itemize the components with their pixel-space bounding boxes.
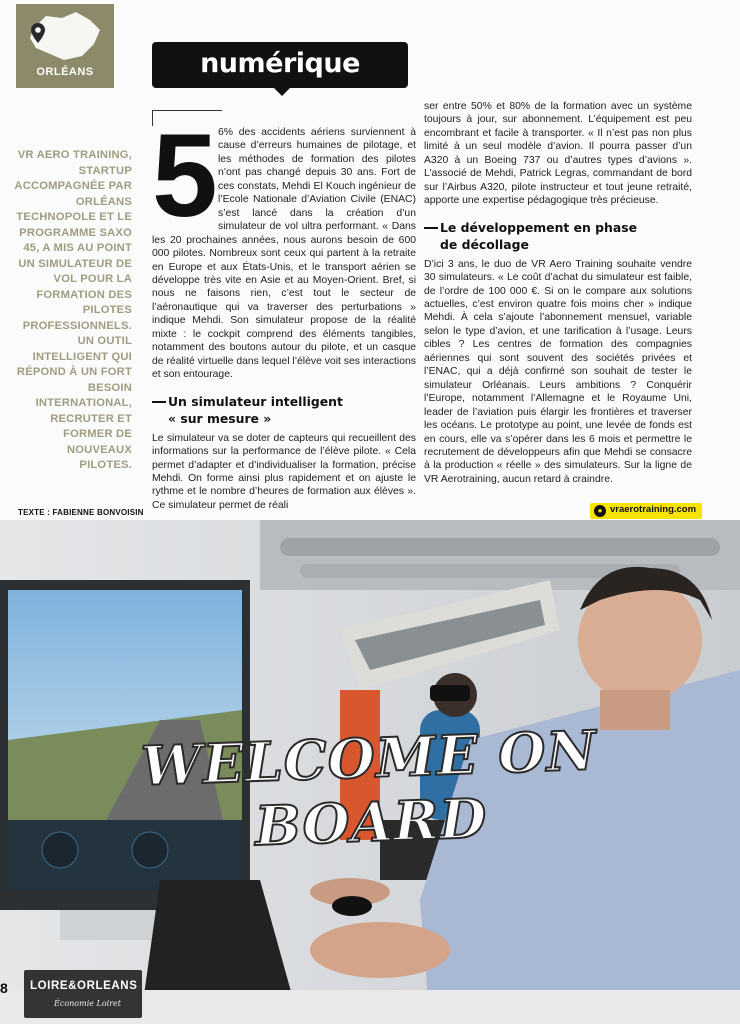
subheading-bar: [424, 227, 438, 229]
author-credit: TEXTE : FABIENNE BONVOISIN: [18, 508, 144, 517]
region-label: ORLÉANS: [36, 66, 94, 78]
article-column-left: [152, 110, 416, 511]
map-pin-icon: [30, 22, 46, 44]
subheading-line-1: Le développement en phase: [440, 219, 638, 235]
website-link[interactable]: [590, 503, 702, 519]
article-paragraph-2-continued: ser entre 50% et 80% de la formation avec un système toujours à jour, sur abonnement. L’équipement est peu encombrant et facile à transporter. « Il n’est pas non plus limité à un seul modèle d’avion. Il pourra passer d’un A320 à un Boeing 737 ou d’autres types d’avions ». L’associé de Mehdi, Patrick Legras, commandant de bord sur l’Airbus A320, pilote instructeur et tout jeune retraité, apporte une expertise pédagogique très précieuse.: [424, 101, 692, 207]
subheading-development: [424, 219, 692, 253]
column-rule: [152, 110, 153, 126]
subheading-simulator: [152, 393, 416, 427]
subheading-line-2: « sur mesure »: [168, 410, 272, 426]
section-banner: [152, 42, 408, 88]
globe-icon: ●: [594, 505, 606, 517]
photo-caption: WELCOME ON BOARD: [139, 718, 598, 859]
website-text: vraerotraining.com: [610, 504, 697, 515]
column-rule-top: [152, 110, 222, 111]
article-paragraph-2: Le simulateur va se doter de capteurs qui recueillent des informations sur la performance de l’élève pilote. « Cela permet d’adapter et d’individualiser la formation, précise Mehdi. On forme ainsi plus rapidement et on ajuste le rythme et le nombre d’heures de formation aux élèves ». Ce simulateur permet de réali: [152, 432, 416, 511]
section-title: numérique: [200, 48, 360, 79]
region-badge: [16, 4, 114, 88]
logo-title: LOIRE&ORLEANS: [30, 980, 138, 992]
subheading-bar: [152, 401, 166, 403]
article-paragraph-3: D’ici 3 ans, le duo de VR Aero Training souhaite vendre 30 simulateurs. « Le coût d’achat du simulateur est faible, de l’ordre de 100 000 €. Si on le compare aux solutions actuelles, c’est environ quatre fois moins cher » indique Mehdi. À cela s’ajoute l’abonnement mensuel, variable selon le type d’avion, et une tarification à l’usage. Leurs cibles ? Les centres de formation des compagnies aériennes qui sont souvent des sociétés privées et l’ENAC, qui a déjà confirmé son souhait de tester le simulateur Orléanais. Leurs ambitions ? Conquérir l’Europe, notamment l’Allemagne et le Royaume Uni, leader de l’aviation puis élargir les frontières et traverser les océans. Le prototype au point, une levée de fonds est en cours, elle va s’opérer dans les 6 mois et permettre le recrutement de développeurs afin que Mehdi se consacre à la production « réelle » des simulateurs. Sur la ligne de VR Aerotraining, aucun retard à craindre.: [424, 258, 692, 485]
publication-logo: [24, 970, 142, 1018]
intro-text: VR AERO TRAINING, STARTUP ACCOMPAGNÉE PAR ORLÉANS TECHNOPOLE ET LE PROGRAMME SAXO 45, A MIS AU POINT UN SIMULATEUR DE VOL POUR LA FORMATION DES PILOTES PROFESSIONNELS. UN OUTIL INTELLIGENT QUI RÉPOND À UN FORT BESOIN INTERNATIONAL, RECRUTER ET FORMER DE NOUVEAUX PILOTES.: [14, 149, 132, 471]
page-number: 8: [0, 980, 8, 996]
article-paragraph-1: 6% des accidents aériens surviennent à cause d’erreurs humaines de pilotage, et les méthodes de formation des pilotes n’ont pas changé depuis 30 ans. Fort de ces constats, Mehdi El Kouch ingénieur de l’Ecole Nationale d’Aviation Civile (ENAC) s’est lancé dans la création d’un simulateur de vol ultra performant. « Dans les 20 prochaines années, nous aurons besoin de 600 000 pilotes. Nombreux sont ceux qui partent à la retraite en Europe et aux États-Unis, et le transport aérien se développe très vite en Asie et au Moyen-Orient. Bref, si nous ne faisons rien, c’est tout le secteur de l’aéronautique qui va traverser des perturbations » indique Mehdi. Son simulateur propose de la réalité mixte : le cockpit comprend des éléments tangibles, notamment des boutons autour du pilote, et un casque de réalité virtuelle dans lequel l’élève voit ses interactions et son entourage.: [152, 127, 416, 381]
logo-subtitle: Économie Loiret: [54, 999, 121, 1008]
subheading-line-1: Un simulateur intelligent: [168, 393, 343, 409]
subheading-line-2: de décollage: [440, 236, 529, 252]
drop-cap: 5: [152, 110, 218, 242]
article-column-right: [424, 100, 692, 500]
